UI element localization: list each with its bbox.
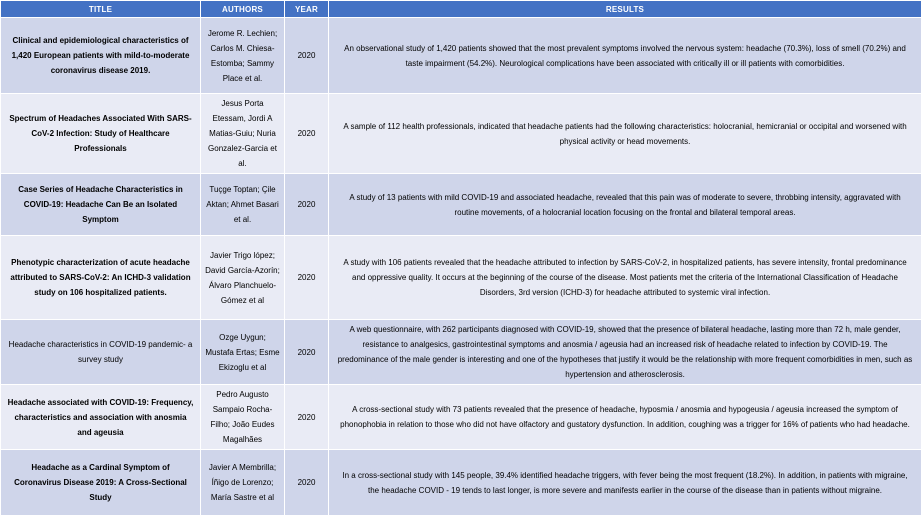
cell-title: Headache characteristics in COVID-19 pandemic- a survey study xyxy=(1,320,201,385)
cell-authors: Javier A Membrilla; Íñigo de Lorenzo; María Sastre et al xyxy=(201,450,285,516)
cell-authors: Jerome R. Lechien; Carlos M. Chiesa-Estomba; Sammy Place et al. xyxy=(201,18,285,94)
cell-authors: Jesus Porta Etessam, Jordi A Matias-Guiu; Nuria Gonzalez-Garcia et al. xyxy=(201,94,285,174)
cell-results: A sample of 112 health professionals, indicated that headache patients had the following characteristics: holocranial, hemicranial or occipital and worsened with physical activity or head movements. xyxy=(329,94,921,174)
cell-year: 2020 xyxy=(285,320,329,385)
table-row xyxy=(1,174,921,236)
cell-authors: Pedro Augusto Sampaio Rocha-Filho; João Eudes Magalhães xyxy=(201,385,285,450)
header-title: TITLE xyxy=(1,1,201,18)
table-row xyxy=(1,18,921,94)
cell-results: An observational study of 1,420 patients showed that the most prevalent symptoms involved the nervous system: headache (70.3%), loss of smell (70.2%) and taste impairment (54.2%). Neurological complications have been associated with critically ill or ill patients with comorbidities. xyxy=(329,18,921,94)
cell-year: 2020 xyxy=(285,236,329,320)
cell-results: A cross-sectional study with 73 patients revealed that the presence of headache, hyposmia / anosmia and hypogeusia / ageusia increased the symptom of phonophobia in relation to those who did not have olfactory and gustatory dysfunction. In addition, coughing was a trigger for 16% of patients who had headache. xyxy=(329,385,921,450)
cell-authors: Ozge Uygun; Mustafa Ertas; Esme Ekizoglu et al xyxy=(201,320,285,385)
cell-year: 2020 xyxy=(285,18,329,94)
cell-results: A web questionnaire, with 262 participants diagnosed with COVID-19, showed that the presence of bilateral headache, lasting more than 72 h, male gender, resistance to analgesics, gastrointestinal symptoms and anosmia / ageusia had an increased risk of headache related to infection by COVID-19. The predominance of the male gender is interesting and one of the hypotheses that justify it would be the relationship with more frequent comorbidities in men, such as hypertension and atherosclerosis. xyxy=(329,320,921,385)
header-results: RESULTS xyxy=(329,1,921,18)
cell-year: 2020 xyxy=(285,450,329,516)
cell-results: In a cross-sectional study with 145 people, 39.4% identified headache triggers, with fever being the most frequent (18.2%). In addition, in patients with migraine, the headache COVID - 19 tends to last longer, is more severe and manifests earlier in the course of the disease than in patients without migraine. xyxy=(329,450,921,516)
cell-authors: Javier Trigo lópez; David García-Azorín; Álvaro Planchuelo-Gómez et al xyxy=(201,236,285,320)
cell-title: Case Series of Headache Characteristics in COVID-19: Headache Can Be an Isolated Symptom xyxy=(1,174,201,236)
cell-title: Clinical and epidemiological characteristics of 1,420 European patients with mild-to-moderate coronavirus disease 2019. xyxy=(1,18,201,94)
cell-results: A study of 13 patients with mild COVID-19 and associated headache, revealed that this pain was of moderate to severe, throbbing intensity, aggravated with routine movements, of a holocranial location focusing on the frontal and bilateral temporal areas. xyxy=(329,174,921,236)
cell-year: 2020 xyxy=(285,174,329,236)
cell-title: Headache as a Cardinal Symptom of Coronavirus Disease 2019: A Cross-Sectional Study xyxy=(1,450,201,516)
cell-title: Phenotypic characterization of acute headache attributed to SARS-CoV-2: An ICHD-3 validation study on 106 hospitalized patients. xyxy=(1,236,201,320)
table-row xyxy=(1,236,921,320)
cell-title: Spectrum of Headaches Associated With SARS-CoV-2 Infection: Study of Healthcare Professionals xyxy=(1,94,201,174)
table-row xyxy=(1,385,921,450)
table-row xyxy=(1,320,921,385)
header-year: YEAR xyxy=(285,1,329,18)
table-row xyxy=(1,94,921,174)
cell-title: Headache associated with COVID-19: Frequency, characteristics and association with anosmia and ageusia xyxy=(1,385,201,450)
header-row xyxy=(1,1,921,18)
cell-results: A study with 106 patients revealed that the headache attributed to infection by SARS-CoV-2, in hospitalized patients, has severe intensity, frontal predominance and oppressive quality. It occurs at the beginning of the course of the disease. Most patients met the criteria of the International Classification of Headache Disorders, 3rd version (ICHD-3) for headache attributed to systemic viral infection. xyxy=(329,236,921,320)
cell-year: 2020 xyxy=(285,385,329,450)
header-authors: AUTHORS xyxy=(201,1,285,18)
cell-authors: Tuçge Toptan; Çile Aktan; Ahmet Basari et al. xyxy=(201,174,285,236)
cell-year: 2020 xyxy=(285,94,329,174)
